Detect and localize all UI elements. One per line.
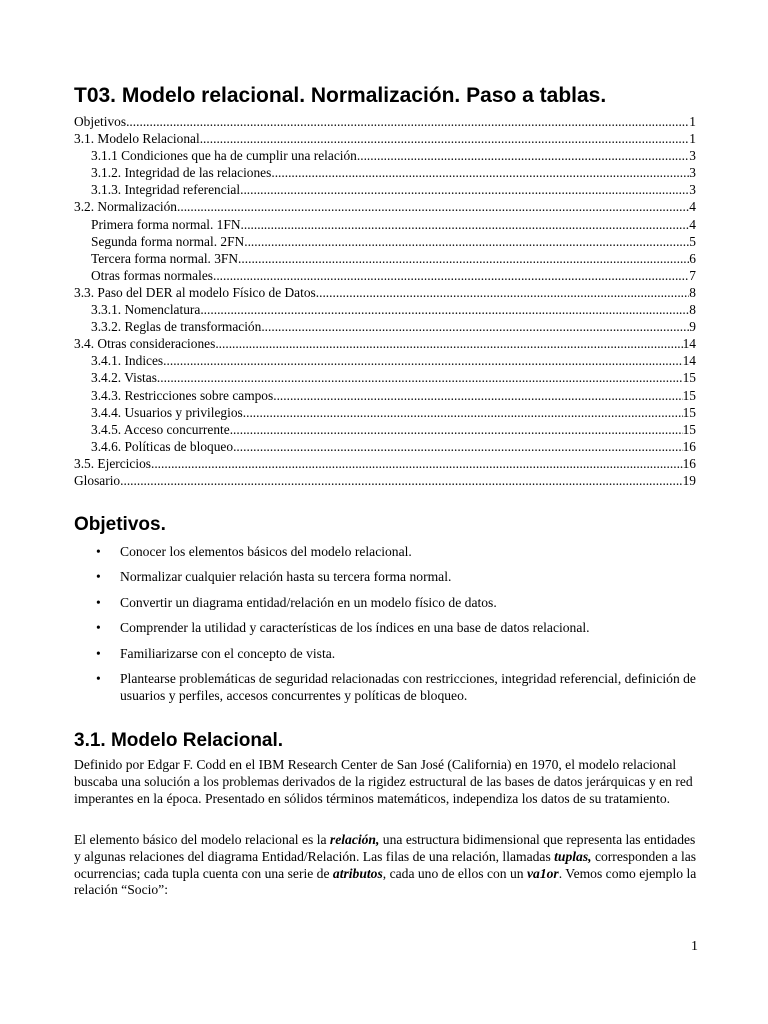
list-item — [74, 645, 704, 662]
term-valor: va1or — [526, 865, 559, 881]
toc-entry[interactable] — [74, 387, 696, 404]
bullet-icon: • — [96, 569, 101, 585]
toc-page-number: 15 — [682, 404, 696, 420]
toc-page-number: 6 — [689, 250, 696, 266]
toc-page-number: 8 — [689, 302, 696, 318]
bullet-icon: • — [96, 645, 101, 661]
toc-page-number: 7 — [689, 267, 696, 283]
list-item — [74, 594, 704, 611]
toc-entry-title: 3.3.1. Nomenclatura — [91, 302, 201, 318]
toc-entry-title: 3.2. Normalización — [74, 199, 177, 215]
term-relacion: relación, — [329, 832, 380, 847]
paragraph-text: corresponden a las ocurrencias; cada tupla cuenta con una serie de — [74, 848, 697, 881]
table-of-contents — [74, 113, 696, 489]
toc-entry[interactable] — [74, 404, 696, 421]
toc-entry-title: 3.1.2. Integridad de las relaciones — [91, 165, 272, 181]
toc-entry[interactable] — [74, 369, 696, 386]
toc-leader — [177, 198, 689, 215]
toc-entry[interactable] — [74, 472, 696, 489]
term-tuplas: tuplas, — [554, 848, 592, 864]
toc-entry-title: 3.3.2. Reglas de transformación — [91, 319, 262, 335]
toc-leader — [200, 301, 689, 318]
toc-page-number: 15 — [682, 387, 696, 403]
bullet-icon: • — [96, 594, 101, 610]
toc-entry-title: 3.1.1 Condiciones que ha de cumplir una relación — [91, 148, 357, 164]
toc-page-number: 1 — [689, 114, 696, 129]
list-item-text: Conocer los elementos básicos del modelo relacional. — [120, 544, 412, 559]
toc-page-number: 15 — [682, 421, 696, 437]
objetivos-list — [74, 543, 704, 712]
toc-leader — [243, 404, 683, 421]
toc-page-number: 4 — [689, 199, 696, 215]
paragraph-text: . Vemos como ejemplo la relación “Socio”: — [74, 865, 697, 898]
list-item — [74, 670, 704, 704]
toc-entry[interactable] — [74, 198, 696, 215]
paragraph-text: , cada uno de ellos con un — [382, 865, 527, 881]
list-item-text: Convertir un diagrama entidad/relación en un modelo físico de datos. — [120, 594, 497, 610]
toc-page-number: 5 — [689, 233, 696, 249]
toc-entry-title: 3.1. Modelo Relacional — [74, 131, 200, 147]
bullet-icon: • — [96, 670, 101, 686]
toc-entry-title: 3.1.3. Integridad referencial — [91, 182, 241, 198]
list-item — [74, 619, 704, 636]
toc-leader — [238, 250, 689, 267]
toc-entry[interactable] — [74, 181, 696, 198]
toc-page-number: 1 — [689, 131, 696, 147]
toc-leader — [151, 455, 683, 472]
toc-page-number: 14 — [682, 353, 696, 369]
toc-entry-title: Objetivos — [74, 114, 127, 129]
toc-entry[interactable] — [74, 233, 696, 250]
toc-entry-title: 3.4.2. Vistas — [91, 370, 157, 386]
document-title: T03. Modelo relacional. Normalización. Paso a tablas. — [74, 84, 607, 107]
toc-entry-title: 3.4.6. Políticas de bloqueo — [91, 438, 234, 454]
toc-entry[interactable] — [74, 113, 696, 130]
toc-entry-title: 3.5. Ejercicios — [74, 455, 151, 471]
section-heading-modelo-relacional: 3.1. Modelo Relacional. — [74, 730, 284, 751]
bullet-icon: • — [96, 544, 101, 559]
toc-leader — [126, 113, 689, 130]
toc-entry-title: 3.4.1. Indices — [91, 353, 164, 369]
toc-entry[interactable] — [74, 352, 696, 369]
toc-leader — [357, 147, 689, 164]
paragraph-text: El elemento básico del modelo relacional es la — [74, 832, 330, 847]
term-atributos: atributos — [332, 865, 383, 881]
toc-leader — [316, 284, 690, 301]
list-item-text: Plantearse problemáticas de seguridad relacionadas con restricciones, integridad referencial, definición de usuarios y perfiles, accesos concurrentes y políticas de bloqueo. — [120, 670, 696, 703]
toc-page-number: 3 — [689, 182, 696, 198]
toc-page-number: 16 — [682, 438, 696, 454]
toc-entry-title: 3.4.5. Acceso concurrente — [91, 421, 230, 437]
toc-entry[interactable] — [74, 335, 696, 352]
toc-leader — [230, 421, 683, 438]
toc-page-number: 8 — [689, 284, 696, 300]
toc-leader — [120, 472, 682, 489]
toc-leader — [240, 181, 689, 198]
toc-entry[interactable] — [74, 301, 696, 318]
toc-entry[interactable] — [74, 438, 696, 455]
toc-leader — [241, 216, 690, 233]
toc-leader — [157, 369, 683, 386]
paragraph-historia: Definido por Edgar F. Codd en el IBM Research Center de San José (California) en 1970, el modelo relacional buscaba una solución a los problemas derivados de la rigidez estructural de las bases de datos jerárquicas y en red imperantes en la época. Presentado en sólidos términos matemáticos, independiza los datos de su tratamiento. — [74, 757, 693, 806]
toc-entry-title: Glosario — [74, 472, 121, 488]
toc-leader — [215, 335, 682, 352]
toc-entry[interactable] — [74, 455, 696, 472]
toc-leader — [233, 438, 683, 455]
toc-entry-title: Primera forma normal. 1FN — [91, 216, 241, 232]
toc-page-number: 9 — [689, 319, 696, 335]
toc-leader — [200, 130, 690, 147]
toc-page-number: 3 — [689, 165, 696, 181]
list-item-text: Normalizar cualquier relación hasta su tercera forma normal. — [120, 569, 452, 585]
toc-leader — [261, 318, 689, 335]
paragraph-text: una estructura bidimensional que representa las entidades y algunas relaciones del diagrama Entidad/Relación. Las filas de una relación, llamadas — [74, 832, 696, 864]
toc-page-number: 4 — [689, 216, 696, 232]
toc-entry[interactable] — [74, 130, 696, 147]
page-number: 1 — [691, 939, 698, 954]
toc-page-number: 14 — [682, 336, 696, 352]
toc-entry[interactable] — [74, 318, 696, 335]
toc-leader — [271, 164, 689, 181]
toc-entry-title: 3.4.4. Usuarios y privilegios — [91, 404, 243, 420]
bullet-icon: • — [96, 620, 101, 636]
list-item — [74, 543, 704, 560]
toc-page-number: 3 — [689, 148, 696, 164]
toc-leader — [213, 267, 689, 284]
paragraph-relacion — [74, 832, 698, 899]
toc-entry-title: Otras formas normales — [91, 267, 213, 283]
list-item-text: Comprender la utilidad y características de los índices en una base de datos relacional. — [120, 620, 590, 636]
toc-entry-title: 3.4.3. Restricciones sobre campos — [91, 387, 274, 403]
list-item — [74, 568, 704, 585]
toc-page-number: 19 — [682, 472, 696, 488]
toc-entry[interactable] — [74, 267, 696, 284]
section-heading-objetivos: Objetivos. — [74, 514, 166, 535]
list-item-text: Familiarizarse con el concepto de vista. — [120, 645, 336, 661]
toc-entry-title: Tercera forma normal. 3FN — [91, 250, 239, 266]
toc-leader — [163, 352, 682, 369]
toc-entry[interactable] — [74, 216, 696, 233]
toc-entry[interactable] — [74, 250, 696, 267]
toc-entry[interactable] — [74, 164, 696, 181]
toc-entry-title: Segunda forma normal. 2FN — [91, 233, 245, 249]
toc-entry[interactable] — [74, 421, 696, 438]
toc-leader — [273, 387, 682, 404]
toc-entry[interactable] — [74, 147, 696, 164]
toc-page-number: 16 — [682, 455, 696, 471]
toc-page-number: 15 — [682, 370, 696, 386]
toc-leader — [244, 233, 689, 250]
toc-entry[interactable] — [74, 284, 696, 301]
toc-entry-title: 3.4. Otras consideraciones — [74, 336, 216, 352]
toc-entry-title: 3.3. Paso del DER al modelo Físico de Datos — [74, 284, 316, 300]
